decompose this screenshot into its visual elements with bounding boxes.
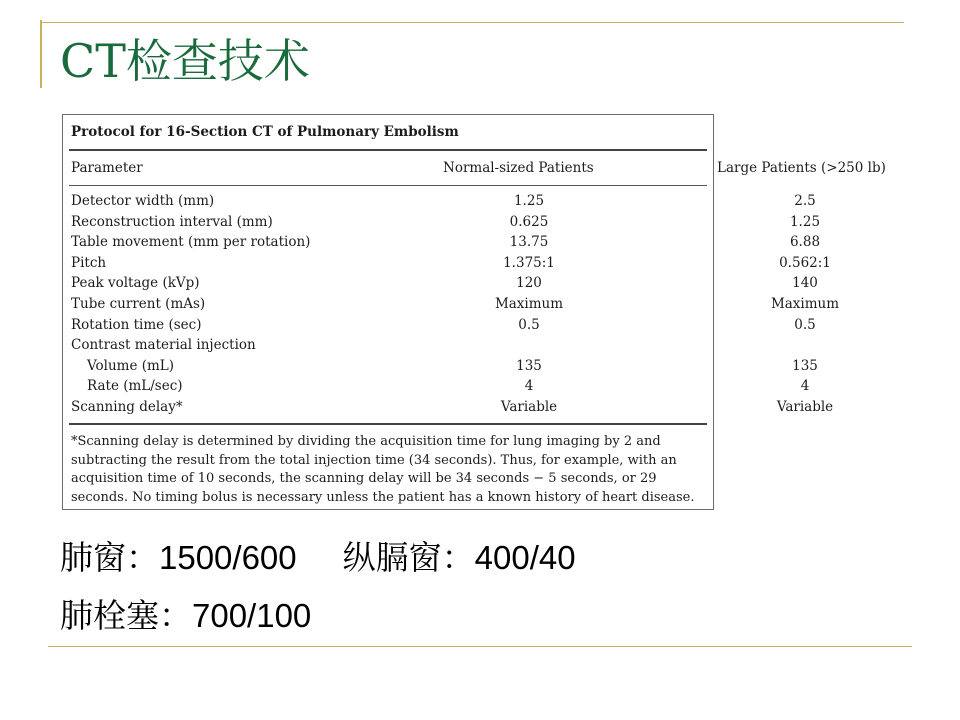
row-large-value: 140 [792, 275, 818, 292]
bottom-accent-line [48, 646, 912, 647]
row-parameter: Detector width (mm) [71, 193, 215, 209]
row-large-value: 0.562:1 [779, 254, 831, 271]
table-row [63, 335, 713, 356]
row-parameter: Contrast material injection [71, 337, 256, 354]
table-top-rule [69, 149, 707, 151]
pe-window-value: 700/100 [192, 597, 312, 634]
row-parameter: Reconstruction interval (mm) [71, 213, 273, 230]
window-settings-line-1 [60, 536, 576, 580]
row-large-value: 2.5 [794, 193, 816, 209]
row-large-value: 0.5 [794, 316, 816, 333]
table-bottom-rule [69, 423, 707, 425]
row-parameter: Pitch [71, 254, 107, 271]
protocol-table-image [62, 114, 886, 510]
table-row [63, 376, 810, 397]
row-normal-value: Maximum [494, 295, 564, 312]
row-large-value: 1.25 [789, 213, 821, 230]
table-footnote: *Scanning delay is determined by dividing the acquisition time for lung imaging by 2 and subtracting the result from the total injection time (34 seconds). Thus, for example, with an acquisition time of 10 seconds, the scanning delay will be 34 seconds − 5 seconds, or 29 seconds. No timing bolus is necessary unless the patient has a known history of heart disease. [71, 434, 695, 505]
mediastinum-window-value: 400/40 [474, 539, 576, 576]
row-large-value: 4 [800, 378, 810, 395]
row-large-value: Variable [776, 398, 834, 415]
slide-title: CT检查技术 [60, 34, 310, 88]
row-large-value: 135 [792, 357, 818, 374]
table-row [63, 294, 840, 315]
lung-window-label: 肺窗： [60, 538, 159, 577]
row-normal-value: 135 [516, 357, 542, 374]
row-normal-value: 0.5 [518, 316, 540, 333]
top-accent-line [40, 22, 904, 23]
table-body [63, 191, 840, 418]
row-normal-value: 13.75 [509, 234, 549, 251]
row-large-value: 6.88 [789, 234, 821, 251]
row-parameter: Scanning delay* [71, 398, 183, 415]
table-row [63, 397, 834, 418]
row-normal-value: 4 [524, 378, 534, 395]
row-normal-value: 0.625 [509, 213, 549, 230]
left-accent-line [40, 20, 42, 88]
row-parameter: Table movement (mm per rotation) [71, 234, 311, 251]
row-parameter: Rotation time (sec) [71, 316, 202, 333]
row-parameter: Peak voltage (kVp) [71, 275, 200, 292]
header-normal-patients: Normal-sized Patients [443, 160, 594, 176]
row-normal-value: Variable [500, 398, 558, 415]
pe-window-label: 肺栓塞： [60, 596, 192, 635]
row-parameter: Rate (mL/sec) [87, 378, 183, 395]
table-row [63, 191, 816, 212]
row-parameter: Tube current (mAs) [71, 295, 206, 312]
window-settings-line-2 [60, 594, 311, 638]
row-normal-value: 1.375:1 [503, 254, 555, 271]
table-row [63, 232, 821, 253]
row-parameter: Volume (mL) [87, 357, 175, 374]
table-row [63, 356, 818, 377]
table-row [63, 212, 821, 233]
header-rule [69, 185, 707, 186]
header-large-patients: Large Patients (>250 lb) [717, 160, 886, 176]
table-row [63, 253, 831, 274]
lung-window-value: 1500/600 [159, 539, 297, 576]
row-large-value: Maximum [770, 295, 840, 312]
mediastinum-window-label: 纵膈窗： [342, 538, 475, 577]
header-parameter: Parameter [71, 160, 143, 176]
table-row [63, 315, 816, 336]
row-normal-value: 1.25 [513, 193, 545, 209]
row-normal-value: 120 [516, 275, 542, 292]
table-title: Protocol for 16-Section CT of Pulmonary Embolism [71, 124, 459, 140]
table-row [63, 273, 818, 294]
